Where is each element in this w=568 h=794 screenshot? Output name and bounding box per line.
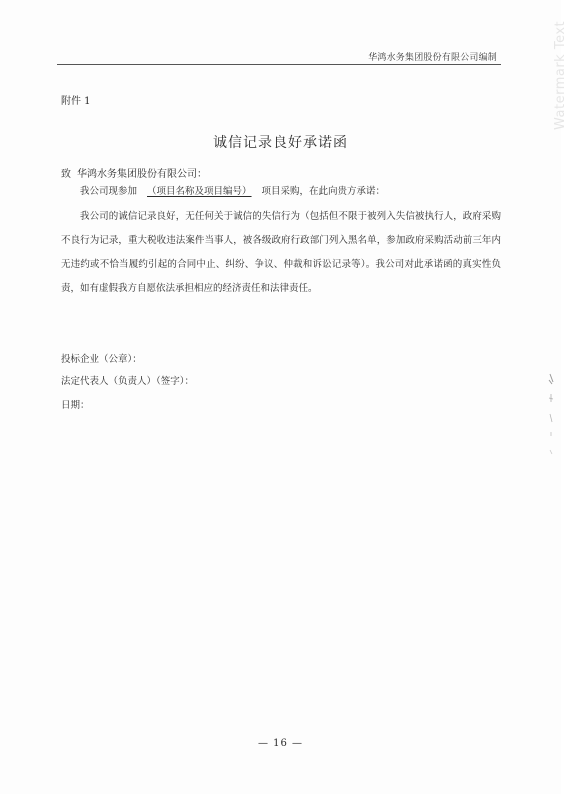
margin-scan-marks [544,370,558,470]
header-compiled-by: 华鸿水务集团股份有限公司编制 [368,53,497,63]
bidder-seal-label: 投标企业（公章）： [61,354,142,365]
addressee-prefix: 致 [61,169,71,180]
date-label: 日期： [61,400,90,411]
addressee [61,165,207,180]
page-title: 诚信记录良好承诺函 [213,135,348,151]
paragraph-participation [61,180,501,204]
project-name-field: （项目名称及项目编号） [147,186,252,197]
paragraph-participation-lead: 我公司现参加 [80,186,138,197]
paragraph-participation-tail: 项目采购，在此向贵方承诺： [261,186,386,197]
header-rule [57,64,501,65]
paragraph-commitment: 我公司的诚信记录良好，无任何关于诚信的失信行为（包括但不限于被列入失信被执行人，政府采购不良行为记录，重大税收违法案件当事人，被各级政府行政部门列入黑名单，参加政府采购活动前三年内无违约或不恰当履约引起的合同中止、纠纷、争议、仲裁和诉讼记录等）。我公司对此承诺函的真实性负责，如有虚假我方自愿依法承担相应的经济责任和法律责任。 [61,211,501,294]
legal-rep-signature-label: 法定代表人（负责人）（签字）： [61,376,195,387]
addressee-name: 华鸿水务集团股份有限公司： [77,169,207,180]
page-number: — 16 — [257,738,304,749]
watermark: Watermark Text [553,20,568,130]
attachment-label: 附件 1 [61,96,91,107]
